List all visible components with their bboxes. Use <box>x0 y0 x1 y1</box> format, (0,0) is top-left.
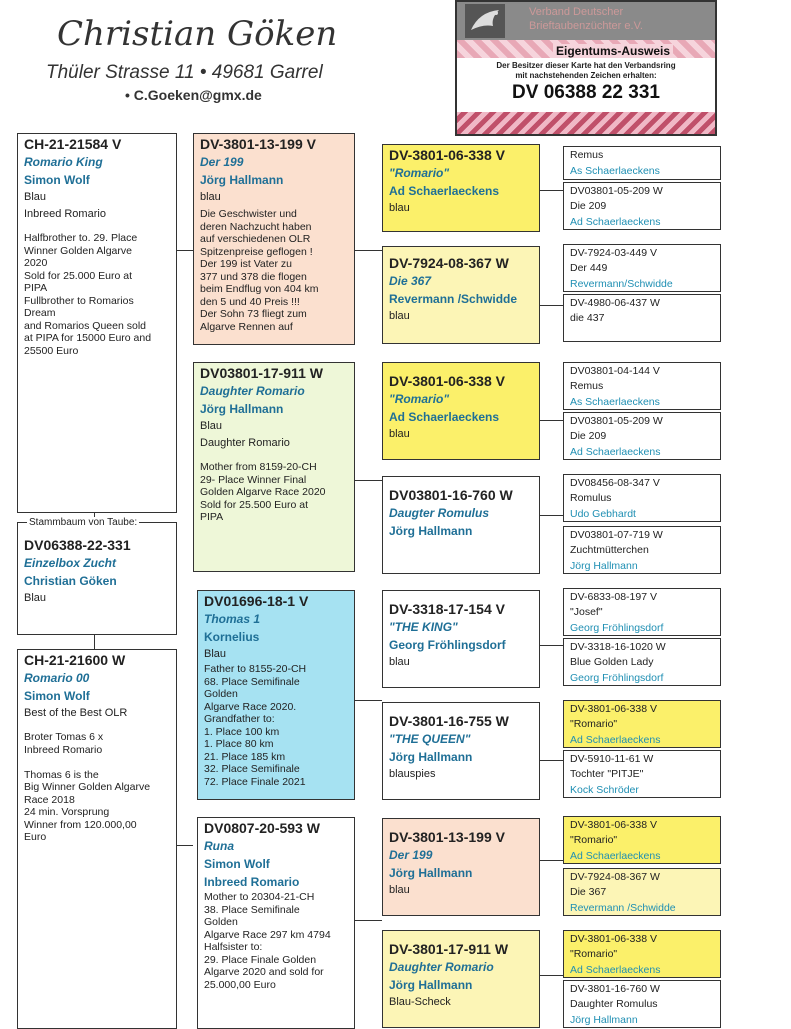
gen4-card-13 <box>563 816 721 864</box>
gen3-breeder: Jörg Hallmann <box>389 866 473 880</box>
gen3-ring: DV-3318-17-154 V <box>389 601 505 617</box>
dam-sire-breeder: Kornelius <box>204 630 260 644</box>
gen3-breeder: Jörg Hallmann <box>389 524 473 538</box>
gen4-line2: Remus <box>570 380 604 392</box>
gen4-card-15 <box>563 930 721 978</box>
gen3-name: Daugter Romulus <box>389 506 490 520</box>
dam-name: Romario 00 <box>24 671 90 685</box>
connector-line <box>354 250 382 251</box>
gen3-ring: DV03801-16-760 W <box>389 487 513 503</box>
gen4-line1: DV-3801-06-338 V <box>570 933 657 945</box>
dam-sire-color: Blau <box>204 648 227 660</box>
gen4-breeder: As Schaerlaeckens <box>570 165 660 177</box>
connector-line <box>354 920 382 921</box>
gen4-line2: "Josef" <box>570 606 603 618</box>
card-ring-number: DV 06388 22 331 <box>512 82 660 103</box>
dam-dam-ring: DV0807-20-593 W <box>204 820 320 836</box>
gen4-card-6 <box>563 412 721 460</box>
card-note-line2: mit nachstehenden Zeichen erhalten: <box>515 71 657 80</box>
dam-dam-card <box>197 817 355 1029</box>
gen4-breeder: Kock Schröder <box>570 784 639 796</box>
sire-dam-description: Mother from 8159-20-CH 29- Place Winner Final Golden Algarve Race 2020 Sold for 25.500 Euro at PIPA <box>200 461 326 523</box>
sire-extra: Inbreed Romario <box>24 208 106 220</box>
gen4-line1: DV-5910-11-61 W <box>570 753 654 765</box>
gen4-line2: Der 449 <box>570 262 608 274</box>
connector-line <box>539 860 564 861</box>
gen3-color: blau <box>389 310 410 322</box>
gen4-card-9 <box>563 588 721 636</box>
gen4-card-4 <box>563 294 721 342</box>
gen4-line2: Tochter "PITJE" <box>570 768 644 780</box>
gen3-color: blau <box>389 428 410 440</box>
gen4-line1: DV-3801-06-338 V <box>570 703 657 715</box>
gen3-ring: DV-3801-06-338 V <box>389 147 505 163</box>
gen4-line2: Blue Golden Lady <box>570 656 654 668</box>
sire-sire-description: Die Geschwister und deren Nachzucht haben auf verschiedenen OLR Spitzenpreise geflogen ! Der 199 ist Vater zu 377 und 378 die flogen beim Endflug von 404 km den 5 und 40 Preis !!! Der Sohn 73 fliegt zum Algarve Rennen auf <box>200 208 319 333</box>
subject-breeder: Christian Göken <box>24 574 117 588</box>
dam-dam-description: Mother to 20304-21-CH 38. Place Semifinale Golden Algarve Race 297 km 4794 Halfsister to: 29. Place Finale Golden Algarve 2020 and sold for 25.000,00 Euro <box>204 891 331 991</box>
card-note-line1: Der Besitzer dieser Karte hat den Verbandsring <box>496 61 676 70</box>
sire-breeder: Simon Wolf <box>24 173 90 187</box>
gen4-card-16 <box>563 980 721 1028</box>
gen3-card-3 <box>382 362 540 460</box>
gen4-breeder: Ad Schaerlaeckens <box>570 850 661 862</box>
gen3-name: "Romario" <box>389 392 450 406</box>
gen4-breeder: Georg Fröhlingsdorf <box>570 672 664 684</box>
card-association-line1: Verband Deutscher <box>529 6 624 18</box>
gen4-line2: Die 367 <box>570 886 607 898</box>
gen4-line2: Die 209 <box>570 430 607 442</box>
gen4-breeder: Jörg Hallmann <box>570 1014 638 1026</box>
subject-ring: DV06388-22-331 <box>24 537 131 553</box>
gen4-breeder: Jörg Hallmann <box>570 560 638 572</box>
pigeon-logo-icon <box>465 4 505 38</box>
dam-card <box>17 649 177 1029</box>
gen4-card-14 <box>563 868 721 916</box>
sire-description: Halfbrother to. 29. Place Winner Golden Algarve 2020 Sold for 25.000 Euro at PIPA Fullbrother to Romarios Dream and Romarios Queen sold at PIPA for 15000 Euro and 25500 Euro <box>24 232 152 357</box>
gen3-breeder: Ad Schaerlaeckens <box>389 184 500 198</box>
sire-color: Blau <box>24 191 47 203</box>
gen3-name: Daughter Romario <box>389 960 494 974</box>
gen4-line1: DV-3318-16-1020 W <box>570 641 666 653</box>
dam-description: Broter Tomas 6 x Inbreed Romario Thomas 6 is the Big Winner Golden Algarve Race 2018 24 min. Vorsprung Winner from 120.000,00 Euro <box>24 731 151 843</box>
connector-line <box>539 190 564 191</box>
card-header <box>457 2 715 40</box>
connector-line <box>539 975 564 976</box>
gen3-card-7 <box>382 818 540 916</box>
gen3-color: Blau-Scheck <box>389 996 451 1008</box>
gen3-card-6 <box>382 702 540 800</box>
owner-address: Thüler Strasse 11 • 49681 Garrel <box>46 62 323 83</box>
dam-dam-name: Runa <box>204 839 234 853</box>
gen4-card-3 <box>563 244 721 292</box>
gen3-name: Die 367 <box>389 274 432 288</box>
gen4-breeder: Ad Schaerlaeckens <box>570 964 661 976</box>
gen4-line2: "Romario" <box>570 718 618 730</box>
owner-email: • C.Goeken@gmx.de <box>125 87 262 103</box>
connector-line <box>539 305 564 306</box>
gen4-breeder: As Schaerlaeckens <box>570 396 660 408</box>
connector-line <box>354 480 382 481</box>
gen4-card-7 <box>563 474 721 522</box>
sire-card <box>17 133 177 513</box>
gen4-line2: "Romario" <box>570 834 618 846</box>
gen4-breeder: Ad Schaerlaeckens <box>570 734 661 746</box>
gen4-line1: DV03801-07-719 W <box>570 529 663 541</box>
gen3-color: blau <box>389 202 410 214</box>
gen4-line1: DV08456-08-347 V <box>570 477 660 489</box>
dam-sire-ring: DV01696-18-1 V <box>204 593 309 609</box>
sire-sire-name: Der 199 <box>200 155 244 169</box>
gen4-line1: DV-7924-03-449 V <box>570 247 657 259</box>
gen4-card-5 <box>563 362 721 410</box>
connector-line <box>539 760 564 761</box>
sire-dam-extra: Daughter Romario <box>200 437 290 449</box>
subject-label: Stammbaum von Taube: <box>29 517 138 528</box>
gen3-card-5 <box>382 590 540 688</box>
gen3-color: blau <box>389 884 410 896</box>
sire-ring: CH-21-21584 V <box>24 136 122 152</box>
dam-breeder: Simon Wolf <box>24 689 90 703</box>
dam-ring: CH-21-21600 W <box>24 652 126 668</box>
connector-line <box>94 634 95 650</box>
sire-dam-color: Blau <box>200 420 223 432</box>
gen4-breeder: Georg Fröhlingsdorf <box>570 622 664 634</box>
gen3-card-4 <box>382 476 540 574</box>
sire-sire-card <box>193 133 355 345</box>
dam-dam-extra: Inbreed Romario <box>204 875 300 889</box>
gen4-card-8 <box>563 526 721 574</box>
gen4-line2: "Romario" <box>570 948 618 960</box>
gen3-ring: DV-3801-13-199 V <box>389 829 505 845</box>
sire-sire-color: blau <box>200 191 221 203</box>
dam-sire-name: Thomas 1 <box>204 612 261 626</box>
gen3-card-8 <box>382 930 540 1028</box>
gen3-color: blau <box>389 656 410 668</box>
gen4-line1: DV-4980-06-437 W <box>570 297 660 309</box>
gen4-card-2 <box>563 182 721 230</box>
gen4-line2: Die 209 <box>570 200 607 212</box>
gen4-line2: die 437 <box>570 312 605 324</box>
gen3-breeder: Jörg Hallmann <box>389 750 473 764</box>
dam-extra: Best of the Best OLR <box>24 707 128 719</box>
gen4-line2: Romulus <box>570 492 612 504</box>
gen3-ring: DV-3801-16-755 W <box>389 713 509 729</box>
gen3-ring: DV-3801-06-338 V <box>389 373 505 389</box>
connector-line <box>176 250 193 251</box>
gen3-ring: DV-7924-08-367 W <box>389 255 509 271</box>
connector-line <box>176 845 193 846</box>
gen3-ring: DV-3801-17-911 W <box>389 941 509 957</box>
gen4-line1: Remus <box>570 149 604 161</box>
gen3-breeder: Ad Schaerlaeckens <box>389 410 500 424</box>
connector-line <box>539 515 564 516</box>
gen4-breeder: Revermann /Schwidde <box>570 902 676 914</box>
connector-line <box>539 645 564 646</box>
sire-dam-name: Daughter Romario <box>200 384 305 398</box>
gen4-line1: DV-6833-08-197 V <box>570 591 657 603</box>
gen3-name: Der 199 <box>389 848 433 862</box>
gen4-card-12 <box>563 750 721 798</box>
subject-color: Blau <box>24 592 47 604</box>
gen3-color: blauspies <box>389 768 436 780</box>
gen3-card-1 <box>382 144 540 232</box>
gen4-breeder: Ad Schaerlaeckens <box>570 216 661 228</box>
gen3-name: "THE QUEEN" <box>389 732 471 746</box>
gen3-breeder: Jörg Hallmann <box>389 978 473 992</box>
sire-dam-breeder: Jörg Hallmann <box>200 402 284 416</box>
gen4-breeder: Revermann/Schwidde <box>570 278 673 290</box>
connector-line <box>539 420 564 421</box>
gen4-breeder: Udo Gebhardt <box>570 508 636 520</box>
gen3-name: "Romario" <box>389 166 450 180</box>
gen4-card-11 <box>563 700 721 748</box>
gen3-breeder: Georg Fröhlingsdorf <box>389 638 506 652</box>
dam-sire-card <box>197 590 355 800</box>
gen4-line1: DV-3801-16-760 W <box>570 983 660 995</box>
card-association-line2: Brieftaubenzüchter e.V. <box>529 20 643 32</box>
card-bottom-band <box>457 112 715 134</box>
gen4-line1: DV-3801-06-338 V <box>570 819 657 831</box>
dam-sire-description: Father to 8155-20-CH 68. Place Semifinale Golden Algarve Race 2020. Grandfather to: 1. Place 100 km 1. Place 80 km 21. Place 185 km 32. Place Semifinale 72. Place Finale 2021 <box>204 663 307 788</box>
gen4-line1: DV03801-05-209 W <box>570 415 663 427</box>
sire-name: Romario King <box>24 155 103 169</box>
sire-dam-ring: DV03801-17-911 W <box>200 365 323 381</box>
sire-dam-card <box>193 362 355 572</box>
gen4-card-1 <box>563 146 721 180</box>
gen4-line2: Daughter Romulus <box>570 998 658 1010</box>
subject-card <box>17 522 177 635</box>
gen4-line1: DV03801-04-144 V <box>570 365 660 377</box>
gen3-card-2 <box>382 246 540 344</box>
owner-name: Christian Göken <box>57 14 338 54</box>
subject-name: Einzelbox Zucht <box>24 556 117 570</box>
sire-sire-ring: DV-3801-13-199 V <box>200 136 316 152</box>
gen3-breeder: Revermann /Schwidde <box>389 292 518 306</box>
gen4-line1: DV-7924-08-367 W <box>570 871 660 883</box>
ownership-card <box>455 0 717 136</box>
gen3-name: "THE KING" <box>389 620 458 634</box>
connector-line <box>354 700 382 701</box>
sire-sire-breeder: Jörg Hallmann <box>200 173 284 187</box>
gen4-line1: DV03801-05-209 W <box>570 185 663 197</box>
gen4-line2: Zuchtmütterchen <box>570 544 649 556</box>
dam-dam-breeder: Simon Wolf <box>204 857 270 871</box>
gen4-breeder: Ad Schaerlaeckens <box>570 446 661 458</box>
card-title: Eigentums-Ausweis <box>553 44 673 58</box>
gen4-card-10 <box>563 638 721 686</box>
